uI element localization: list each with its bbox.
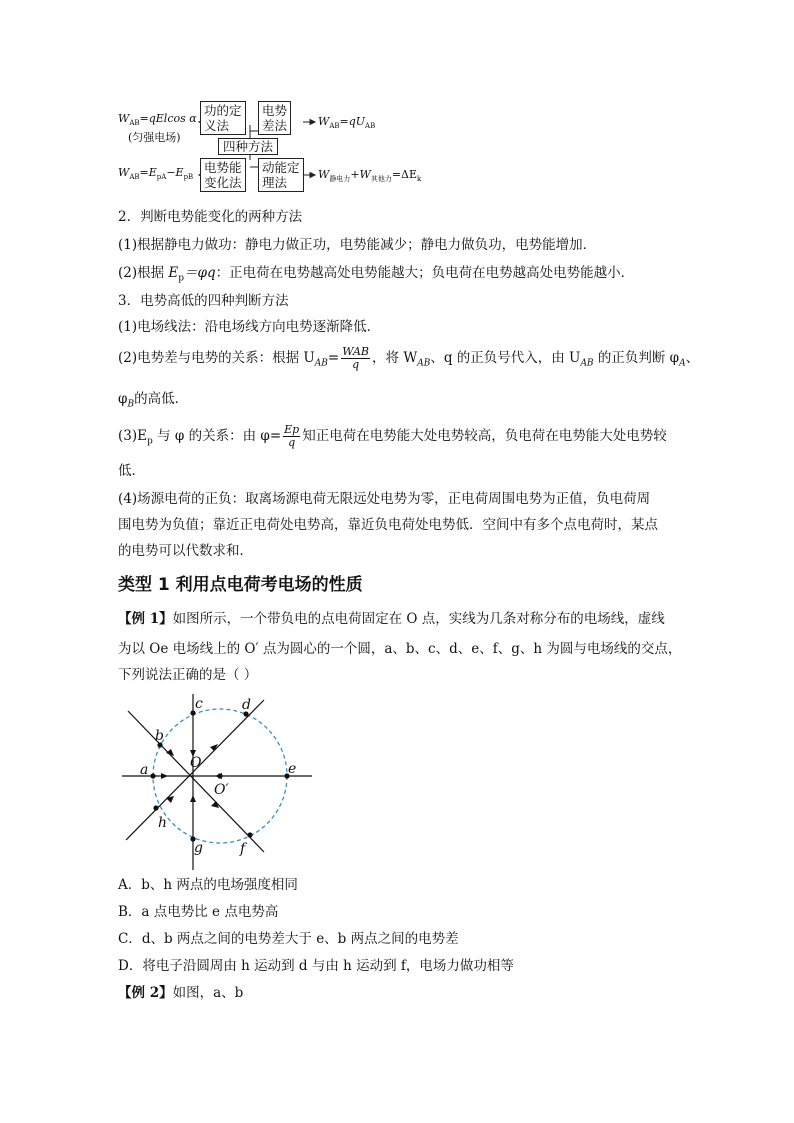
uniform-field-note: (匀强电场) [128,131,181,144]
example-1-line1: 【例 1】如图所示，一个带负电的点电荷固定在 O 点，实线为几条对称分布的电场线，虚线 [118,611,665,627]
label-b: b [155,728,164,744]
label-d: d [242,697,251,713]
example-1-tag: 【例 1】 [118,611,173,627]
point-o-prime [217,773,222,778]
paragraph-3-3: $(3)E_p$ 与 φ 的关系：由 φ= $\frac{Ep}{q}$ 知正电荷在电势能大处电势较高，负电荷在电势能大处电势较 [118,423,667,449]
example-1-line3: 下列说法正确的是（ ） [118,667,258,683]
arrow-g [190,795,196,802]
point-h [153,805,158,810]
box-work-definition: 功的定 义法 [200,101,246,135]
paragraph-3-2-cont: $\varphi_B$的高低． [118,391,189,410]
label-o-prime: O′ [214,782,229,798]
label-e: e [288,761,297,777]
point-a [150,773,155,778]
label-g: g [194,840,203,856]
box-energy-change: 电势能 变化法 [200,158,246,192]
heading-potential-methods: 3．电势高低的四种判断方法 [118,293,289,309]
label-c: c [195,696,203,712]
four-methods-label: 四种方法 [218,138,278,155]
paragraph-3-3-cont: 低． [118,463,145,479]
example-2-line1: 【例 2】如图，a、b [118,985,244,1001]
formula-work-definition: $W_{AB}=qElcos$ α [118,112,197,128]
formula-energy-change: $W_{AB}=E_{pA}-E_{pB}$ [118,166,194,182]
field-line-diagonal-1 [128,711,264,852]
point-f [247,832,252,837]
box-kinetic-theorem: 动能定 理法 [258,158,304,192]
electric-field-figure [118,690,318,872]
option-b: B．a 点电势比 e 点电势高 [118,904,279,920]
example-1-line2: 为以 Oe 电场线上的 O′ 点为圆心的一个圆，a、b、c、d、e、f、g、h 为圆与电场线的交点， [118,641,682,657]
box-potential-difference: 电势 差法 [258,101,291,135]
paragraph-2-2: (2)根据 $E_p=\varphi q$：正电荷在电势越高处电势能越大；负电荷在电势越高处电势能越小． [118,265,635,284]
option-a: A．b、h 两点的电场强度相同 [118,877,298,893]
heading-energy-change-methods: 2．判断电势能变化的两种方法 [118,209,303,225]
paragraph-3-1: (1)电场线法：沿电场线方向电势逐渐降低． [118,319,381,335]
option-c: C．d、b 两点之间的电势差大于 e、b 两点之间的电势差 [118,931,459,947]
paragraph-3-4-line1: (4)场源电荷的正负：取离场源电荷无限远处电势为零，正电荷周围电势为正值，负电荷周 [118,491,651,507]
arrow-h [166,796,174,803]
paragraph-2-1: (1)根据静电力做功：静电力做正功，电势能减少；静电力做负功，电势能增加． [118,237,597,253]
label-f: f [240,841,246,857]
example-2-tag: 【例 2】 [118,985,173,1001]
formula-kinetic-theorem: $W_{静电力}+W_{其他力}=\Delta E_k$ [318,168,422,184]
formula-potential-difference: $W_{AB}=qU_{AB}$ [318,115,376,131]
label-o: O [190,755,202,771]
label-a: a [140,762,149,778]
fraction-wab-over-q: $\frac{\text{WAB}}{q}$ [342,345,370,371]
paragraph-3-4-line3: 的电势可以代数求和． [118,543,253,559]
label-h: h [158,815,168,831]
fraction-ep-over-q: $\frac{Ep}{q}$ [284,423,300,449]
paragraph-3-2: (2)电势差与电势的关系：根据 $U_{AB}=$ $\frac{\text{WAB}}{q}$ ，将 $W_{AB}$、q 的正负号代入，由 $U_{AB}$ 的正负判断 $\varphi_A$、 [118,345,700,371]
option-d: D．将电子沿圆周由 h 运动到 d 与由 h 运动到 f，电场力做功相等 [118,958,514,974]
section-title: 类型 1 利用点电荷考电场的性质 [118,575,363,595]
paragraph-3-4-line2: 围电势为负值；靠近正电荷处电势高，靠近负电荷处电势低．空间中有多个点电荷时，某点 [118,517,658,533]
arrow-a [161,773,168,779]
